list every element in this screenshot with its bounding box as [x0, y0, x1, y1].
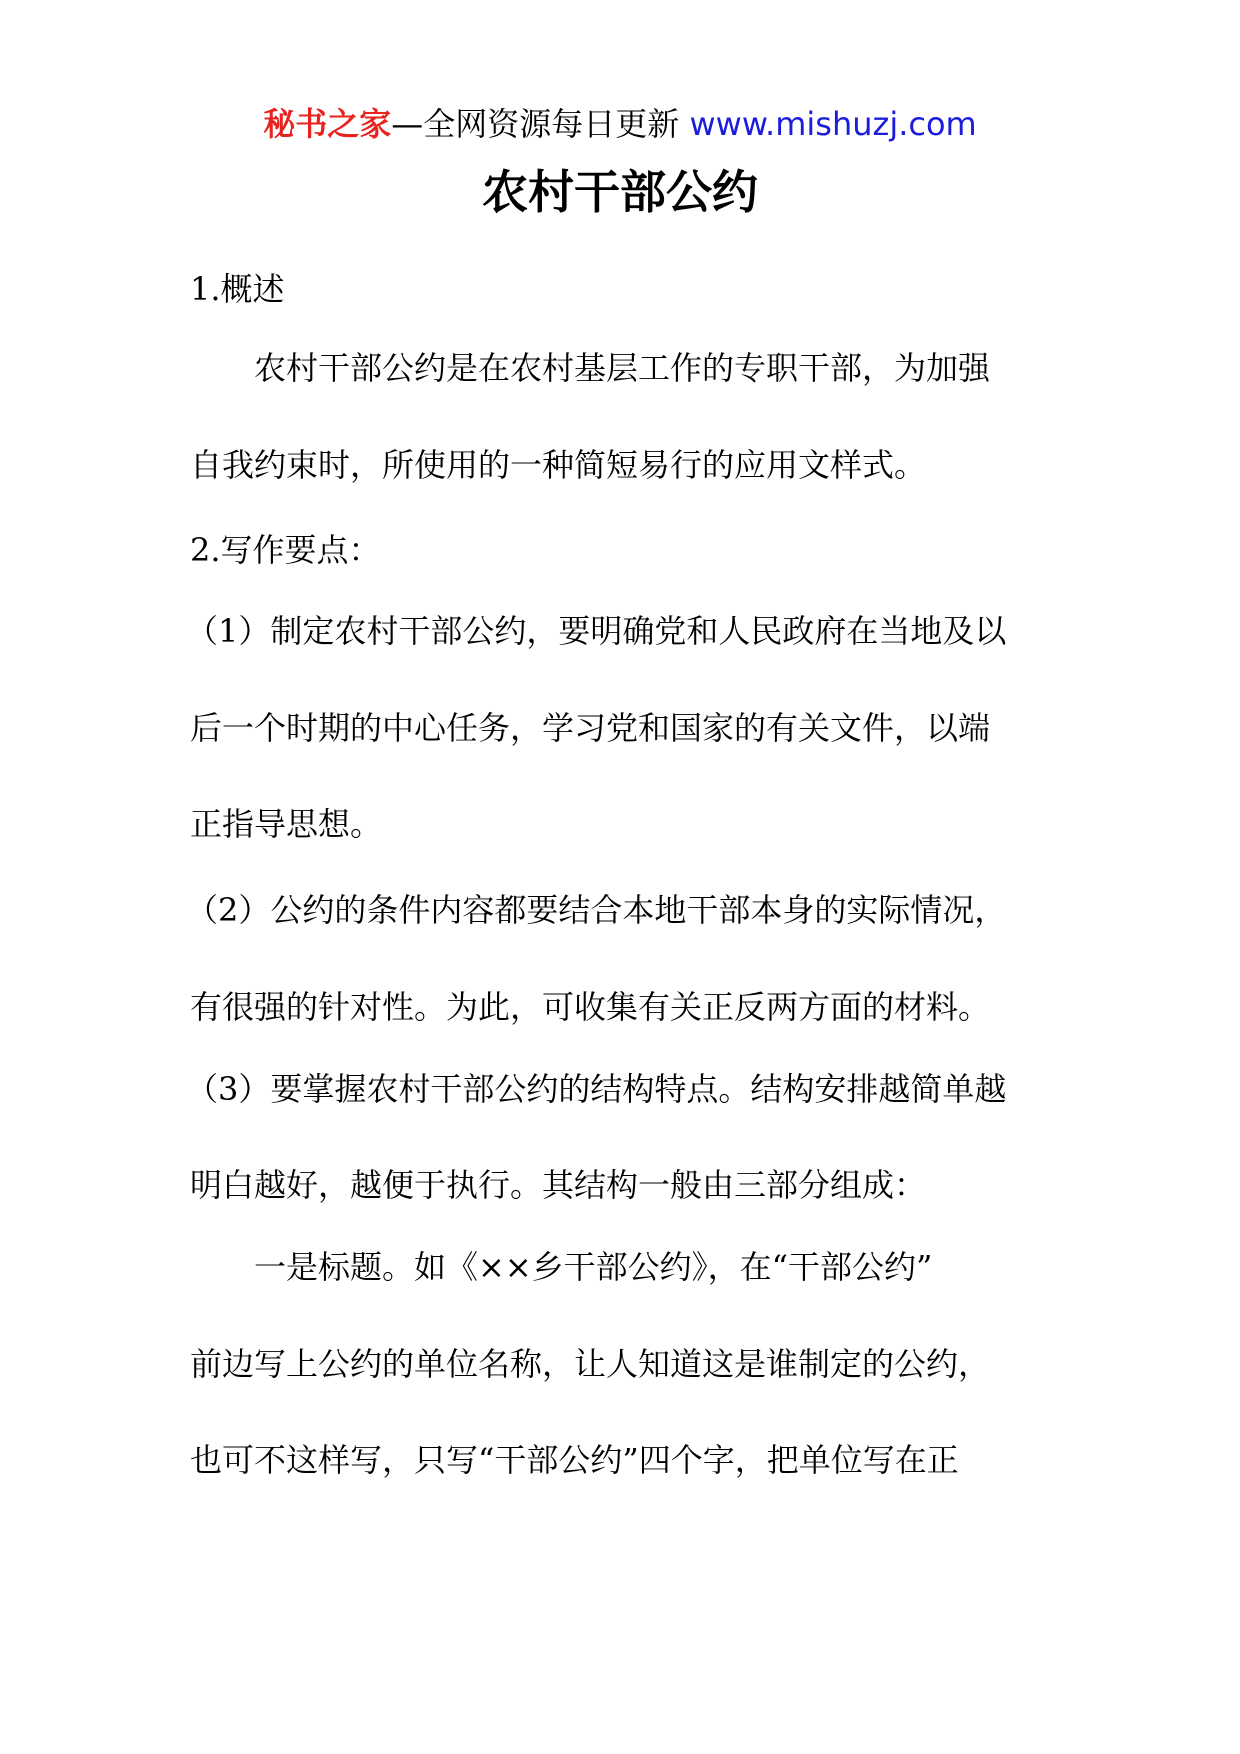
- paragraph-line: 明白越好，越便于执行。其结构一般由三部分组成：: [190, 1166, 927, 1204]
- paragraph-line: （3）要掌握农村干部公约的结构特点。结构安排越简单越: [186, 1070, 1007, 1108]
- document-title: 农村干部公约: [482, 165, 758, 219]
- paragraph-line: 也可不这样写，只写“干部公约”四个字，把单位写在正: [190, 1441, 959, 1479]
- paragraph-line: 自我约束时，所使用的一种简短易行的应用文样式。: [190, 446, 927, 484]
- site-header: [0, 102, 1240, 146]
- paragraph-line: （1）制定农村干部公约，要明确党和人民政府在当地及以: [186, 612, 1007, 650]
- paragraph-line: 农村干部公约是在农村基层工作的专职干部，为加强: [254, 349, 991, 387]
- paragraph-line: 前边写上公约的单位名称，让人知道这是谁制定的公约，: [190, 1345, 991, 1383]
- paragraph-line: 有很强的针对性。为此，可收集有关正反两方面的材料。: [190, 988, 991, 1026]
- paragraph-line: （2）公约的条件内容都要结合本地干部本身的实际情况，: [186, 891, 1007, 929]
- paragraph-line: 正指导思想。: [190, 805, 383, 843]
- site-tagline: —全网资源每日更新: [391, 105, 680, 143]
- paragraph-line: 后一个时期的中心任务，学习党和国家的有关文件，以端: [190, 709, 991, 747]
- site-url-link[interactable]: www.mishuzj.com: [689, 105, 977, 143]
- section-heading-writing-points: 2.写作要点：: [190, 531, 381, 569]
- paragraph-line: 一是标题。如《××乡干部公约》，在“干部公约”: [254, 1248, 933, 1286]
- site-brand: 秘书之家: [263, 105, 392, 143]
- section-heading-overview: 1.概述: [190, 270, 285, 308]
